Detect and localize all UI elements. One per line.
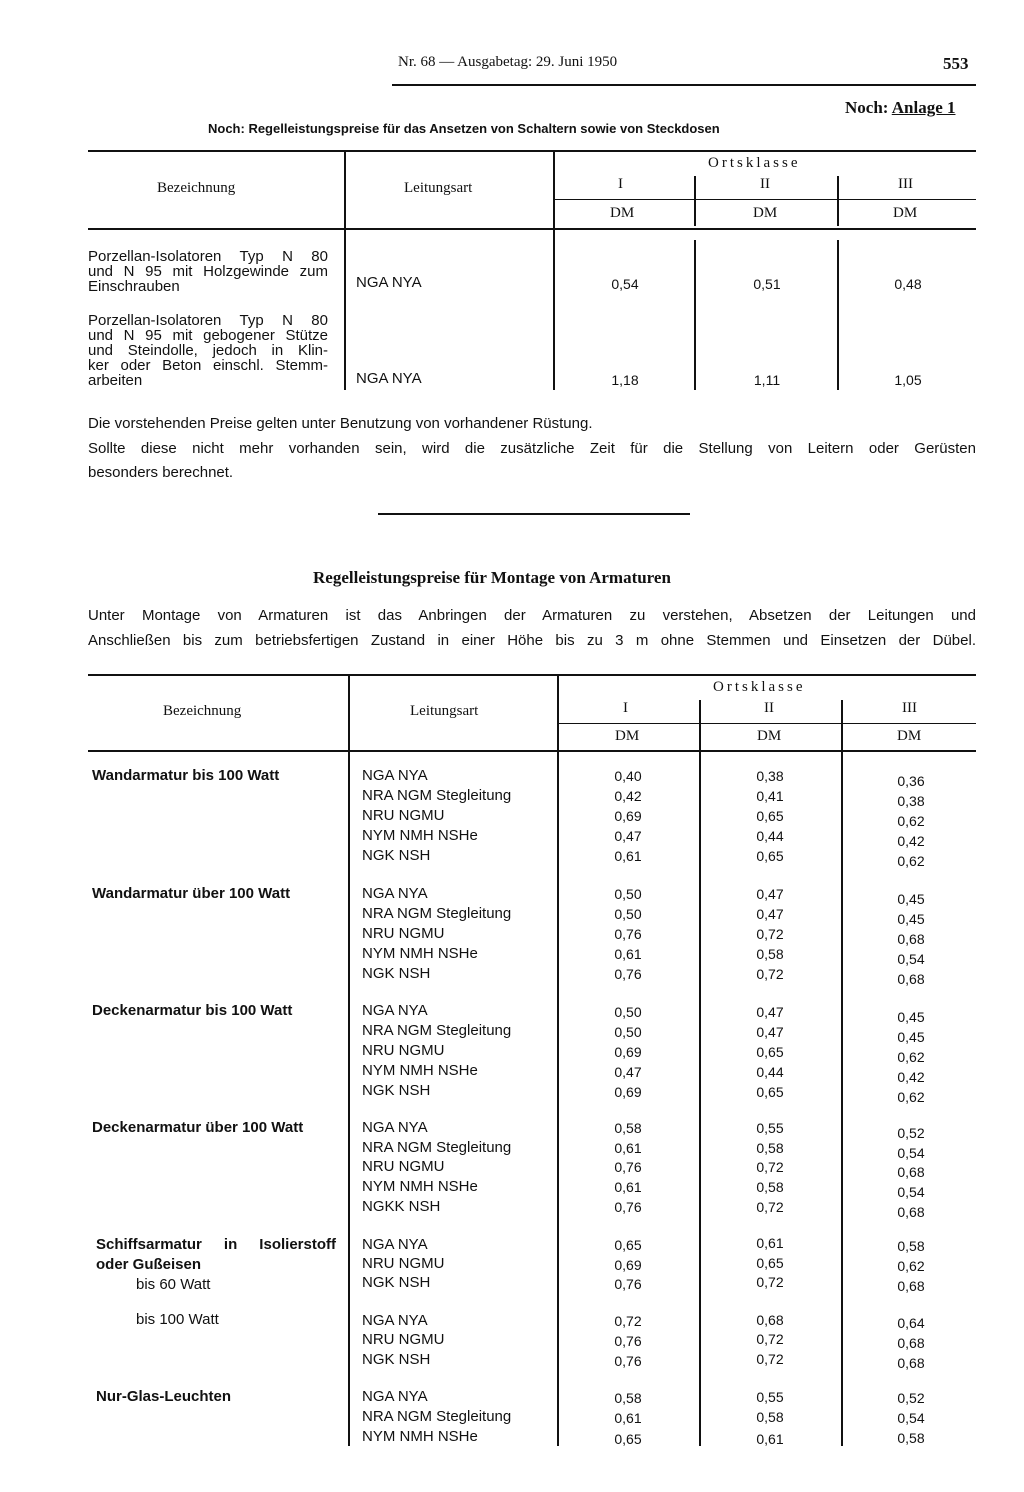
table1-top-rule [88, 150, 976, 152]
group-label: Deckenarmatur bis 100 Watt [92, 1002, 293, 1019]
row-val-3: 0,68 [897, 1164, 925, 1180]
row-val-2: 0,41 [756, 788, 784, 804]
row-val-2: 0,65 [756, 1044, 784, 1060]
row-val-3: 0,45 [897, 891, 925, 907]
group-label: Deckenarmatur über 100 Watt [92, 1119, 304, 1136]
row-val-1: 0,76 [614, 966, 642, 982]
table2-unit-1: DM [615, 728, 640, 744]
desc-line: Porzellan-Isolatoren Typ N 80 [88, 248, 328, 265]
row-val-3: 0,54 [897, 1184, 925, 1200]
row-val-2: 0,44 [756, 1064, 784, 1080]
row-val-3: 0,62 [897, 1089, 925, 1105]
row-val-2: 0,65 [756, 808, 784, 824]
row-val-1: 0,50 [614, 1004, 642, 1020]
row-val-3: 0,58 [897, 1430, 925, 1446]
group-label: Wandarmatur über 100 Watt [92, 885, 291, 902]
row-val-1: 0,50 [614, 906, 642, 922]
table1-title: Noch: Regelleistungspreise für das Ansetzen von Schaltern sowie von Steckdosen [208, 121, 720, 136]
row-val-3: 0,45 [897, 1029, 925, 1045]
row-val-3: 0,62 [897, 853, 925, 869]
table1-class-2: II [760, 176, 770, 192]
table1-row1-val-2: 0,51 [753, 276, 781, 292]
row-val-1: 0,40 [614, 768, 642, 784]
desc-line: und N 95 mit gebogener Stütze [88, 327, 328, 344]
row-leitung: NGA NYA [362, 1312, 428, 1329]
anlage-label [845, 98, 956, 118]
table1-header-rule [88, 228, 976, 230]
row-val-2: 0,72 [756, 1199, 784, 1215]
row-val-1: 0,61 [614, 946, 642, 962]
table2-class-2: II [764, 700, 774, 716]
table2-col-leitungsart: Leitungsart [410, 703, 479, 719]
table1-row2-val-3: 1,05 [894, 372, 922, 388]
page-number: 553 [943, 54, 969, 73]
table2-vline-2 [557, 676, 559, 1446]
row-val-2: 0,47 [756, 1004, 784, 1020]
table1-row1-desc [88, 249, 328, 294]
row-val-2: 0,72 [756, 1331, 784, 1347]
row-val-1: 0,42 [614, 788, 642, 804]
table2-ortsklasse: Ortsklasse [713, 679, 806, 695]
table1-vline-3b [694, 240, 696, 390]
row-val-2: 0,65 [756, 848, 784, 864]
group-label-line: Schiffsarmatur in Isolierstoff [96, 1236, 336, 1253]
row-val-3: 0,54 [897, 1145, 925, 1161]
row-val-2: 0,44 [756, 828, 784, 844]
row-val-2: 0,38 [756, 768, 784, 784]
row-val-3: 0,62 [897, 1258, 925, 1274]
row-val-1: 0,65 [614, 1237, 642, 1253]
row-val-2: 0,65 [756, 1255, 784, 1271]
table1-unit-rule [555, 199, 976, 200]
row-val-2: 0,72 [756, 1274, 784, 1290]
desc-line: arbeiten [88, 372, 143, 389]
row-leitung: NGK NSH [362, 1351, 431, 1368]
table1-row2-val-1: 1,18 [611, 372, 639, 388]
header-rule [392, 84, 976, 86]
row-leitung: NRA NGM Stegleitung [362, 1408, 512, 1425]
row-val-2: 0,58 [756, 946, 784, 962]
table1-row1-val-1: 0,54 [611, 276, 639, 292]
row-leitung: NRU NGMU [362, 1042, 445, 1059]
group-label-line: oder Gußeisen [96, 1256, 202, 1273]
row-leitung: NRU NGMU [362, 1331, 445, 1348]
desc-line: und N 95 mit Holzgewinde zum [88, 263, 328, 280]
row-val-1: 0,65 [614, 1431, 642, 1447]
table2-col-bezeichnung: Bezeichnung [163, 703, 242, 719]
row-val-2: 0,61 [756, 1235, 784, 1251]
row-val-1: 0,69 [614, 1257, 642, 1273]
table1-row2-leitung: NGA NYA [356, 370, 422, 387]
row-val-1: 0,76 [614, 1159, 642, 1175]
table1-vline-4b [837, 240, 839, 390]
table2-top-rule [88, 674, 976, 676]
table2-class-3: III [902, 700, 917, 716]
row-val-1: 0,76 [614, 1199, 642, 1215]
row-val-3: 0,68 [897, 1355, 925, 1371]
row-leitung: NGK NSH [362, 1274, 431, 1291]
row-val-3: 0,64 [897, 1315, 925, 1331]
row-val-1: 0,58 [614, 1390, 642, 1406]
row-val-1: 0,47 [614, 1064, 642, 1080]
row-leitung: NGA NYA [362, 767, 428, 784]
desc-line: Einschrauben [88, 278, 180, 295]
row-val-2: 0,72 [756, 1351, 784, 1367]
table2-vline-1 [348, 676, 350, 1446]
desc-line: Porzellan-Isolatoren Typ N 80 [88, 312, 328, 329]
row-val-2: 0,58 [756, 1179, 784, 1195]
row-val-2: 0,68 [756, 1312, 784, 1328]
row-leitung: NYM NMH NSHe [362, 945, 478, 962]
row-val-3: 0,54 [897, 951, 925, 967]
table1-ortsklasse: Ortsklasse [708, 155, 801, 171]
row-leitung: NGA NYA [362, 885, 428, 902]
row-leitung: NGKK NSH [362, 1198, 441, 1215]
table1-row1-val-3: 0,48 [894, 276, 922, 292]
row-val-1: 0,69 [614, 808, 642, 824]
note-line-3: besonders berechnet. [88, 464, 234, 481]
row-val-3: 0,45 [897, 911, 925, 927]
table2-vline-4 [841, 700, 843, 1446]
row-leitung: NRA NGM Stegleitung [362, 1022, 512, 1039]
row-val-3: 0,62 [897, 1049, 925, 1065]
row-val-3: 0,42 [897, 833, 925, 849]
table1-col-leitungsart: Leitungsart [404, 180, 473, 196]
note-line-2: Sollte diese nicht mehr vorhanden sein, wird die zusätzliche Zeit für die Stellung von Leitern oder Gerüsten [88, 440, 976, 457]
table1-vline-2 [553, 152, 555, 390]
row-leitung: NYM NMH NSHe [362, 1178, 478, 1195]
row-val-1: 0,76 [614, 926, 642, 942]
table1-unit-2: DM [753, 205, 778, 221]
row-leitung: NGA NYA [362, 1388, 428, 1405]
row-val-1: 0,50 [614, 886, 642, 902]
row-val-3: 0,52 [897, 1390, 925, 1406]
table1-vline-4 [837, 176, 839, 226]
desc-line: ker oder Beton einschl. Stemm- [88, 357, 328, 374]
anlage-prefix: Noch: [845, 98, 892, 117]
row-leitung: NRU NGMU [362, 1158, 445, 1175]
row-val-1: 0,61 [614, 848, 642, 864]
table1-row2-desc [88, 313, 328, 388]
row-val-1: 0,76 [614, 1276, 642, 1292]
table2-vline-3 [699, 700, 701, 1446]
table1-row1-leitung: NGA NYA [356, 274, 422, 291]
row-val-3: 0,52 [897, 1125, 925, 1141]
row-leitung: NYM NMH NSHe [362, 1428, 478, 1445]
row-val-1: 0,76 [614, 1353, 642, 1369]
table1-col-bezeichnung: Bezeichnung [157, 180, 236, 196]
group-sublabel: bis 100 Watt [136, 1311, 219, 1328]
row-val-2: 0,55 [756, 1389, 784, 1405]
row-val-1: 0,50 [614, 1024, 642, 1040]
group-label: Wandarmatur bis 100 Watt [92, 767, 280, 784]
row-val-3: 0,58 [897, 1238, 925, 1254]
row-val-3: 0,45 [897, 1009, 925, 1025]
row-leitung: NGA NYA [362, 1119, 428, 1136]
row-val-1: 0,61 [614, 1179, 642, 1195]
row-leitung: NRA NGM Stegleitung [362, 787, 512, 804]
row-leitung: NGK NSH [362, 1082, 431, 1099]
row-val-3: 0,68 [897, 1278, 925, 1294]
row-val-3: 0,68 [897, 931, 925, 947]
note-line-1: Die vorstehenden Preise gelten unter Benutzung von vorhandener Rüstung. [88, 415, 593, 432]
row-val-1: 0,69 [614, 1084, 642, 1100]
row-val-3: 0,68 [897, 971, 925, 987]
row-leitung: NGK NSH [362, 965, 431, 982]
table2-unit-3: DM [897, 728, 922, 744]
row-val-2: 0,65 [756, 1084, 784, 1100]
row-leitung: NGA NYA [362, 1236, 428, 1253]
row-val-3: 0,54 [897, 1410, 925, 1426]
section2-title: Regelleistungspreise für Montage von Armaturen [313, 568, 671, 587]
row-val-2: 0,47 [756, 886, 784, 902]
section2-intro-2: Anschließen bis zum betriebsfertigen Zustand in einer Höhe bis zu 3 m ohne Stemmen und Einsetzen der Dübel. [88, 632, 976, 649]
section-divider [378, 513, 690, 515]
row-leitung: NRU NGMU [362, 807, 445, 824]
row-val-2: 0,47 [756, 1024, 784, 1040]
row-val-2: 0,72 [756, 966, 784, 982]
row-val-2: 0,72 [756, 1159, 784, 1175]
table1-class-3: III [898, 176, 913, 192]
row-leitung: NGA NYA [362, 1002, 428, 1019]
group-label: Nur-Glas-Leuchten [96, 1388, 232, 1405]
row-val-1: 0,69 [614, 1044, 642, 1060]
row-val-1: 0,72 [614, 1313, 642, 1329]
section2-intro-1: Unter Montage von Armaturen ist das Anbringen der Armaturen zu verstehen, Absetzen der Leitungen und [88, 607, 976, 624]
row-val-3: 0,68 [897, 1335, 925, 1351]
row-val-3: 0,38 [897, 793, 925, 809]
table1-class-1: I [618, 176, 623, 192]
row-val-2: 0,55 [756, 1120, 784, 1136]
row-leitung: NRU NGMU [362, 1255, 445, 1272]
table1-unit-3: DM [893, 205, 918, 221]
table2-unit-rule [559, 723, 976, 724]
group-label [96, 1236, 336, 1273]
group-sublabel: bis 60 Watt [136, 1276, 211, 1293]
anlage-number: Anlage 1 [891, 98, 956, 117]
row-leitung: NGK NSH [362, 847, 431, 864]
row-leitung: NYM NMH NSHe [362, 1062, 478, 1079]
row-val-2: 0,58 [756, 1409, 784, 1425]
table1-row2-val-2: 1,11 [753, 372, 781, 388]
table1-unit-1: DM [610, 205, 635, 221]
desc-line: und Steindolle, jedoch in Klin- [88, 342, 328, 359]
table2-unit-2: DM [757, 728, 782, 744]
table1-vline-1 [344, 152, 346, 390]
row-val-3: 0,36 [897, 773, 925, 789]
row-leitung: NRU NGMU [362, 925, 445, 942]
row-val-2: 0,72 [756, 926, 784, 942]
row-val-2: 0,47 [756, 906, 784, 922]
row-val-2: 0,61 [756, 1431, 784, 1447]
row-val-1: 0,47 [614, 828, 642, 844]
row-val-3: 0,42 [897, 1069, 925, 1085]
row-val-1: 0,61 [614, 1140, 642, 1156]
row-val-3: 0,68 [897, 1204, 925, 1220]
row-leitung: NRA NGM Stegleitung [362, 905, 512, 922]
row-leitung: NRA NGM Stegleitung [362, 1139, 512, 1156]
row-val-1: 0,58 [614, 1120, 642, 1136]
row-val-1: 0,76 [614, 1333, 642, 1349]
table1-vline-3 [694, 176, 696, 226]
row-val-2: 0,58 [756, 1140, 784, 1156]
row-val-1: 0,61 [614, 1410, 642, 1426]
table2-class-1: I [623, 700, 628, 716]
row-leitung: NYM NMH NSHe [362, 827, 478, 844]
row-val-3: 0,62 [897, 813, 925, 829]
page-header: Nr. 68 — Ausgabetag: 29. Juni 1950 [398, 54, 618, 70]
